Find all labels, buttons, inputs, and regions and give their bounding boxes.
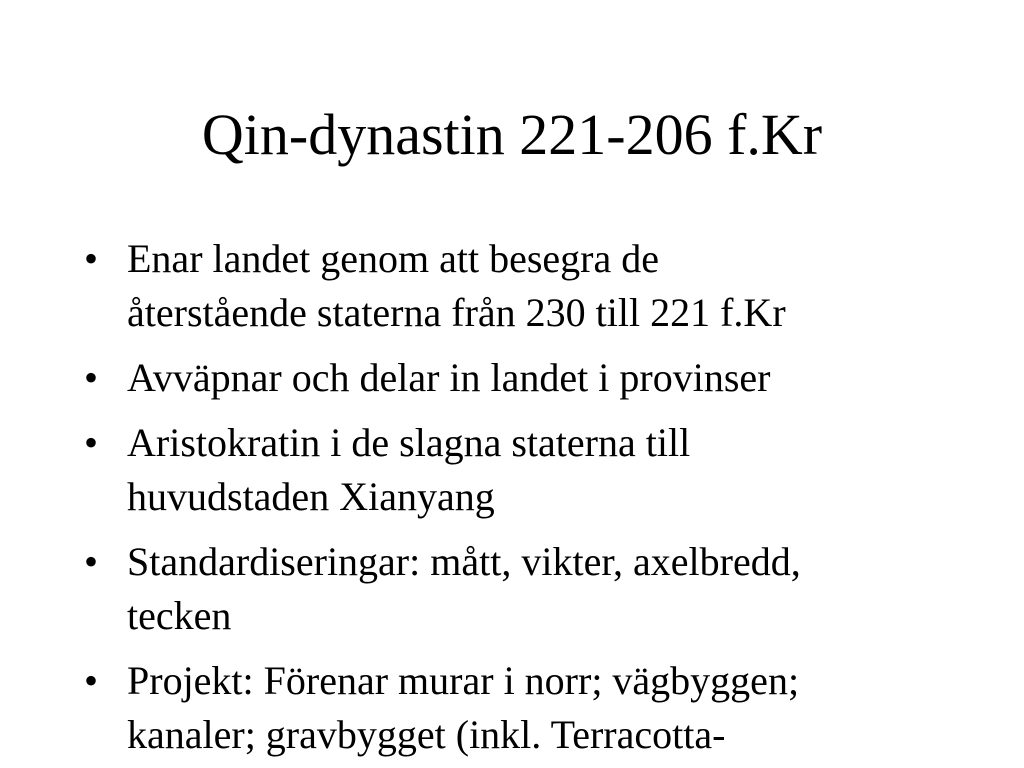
bullet-list [84, 232, 964, 768]
bullet-dot: • [84, 658, 99, 703]
bullet-line: Standardiseringar: mått, vikter, axelbredd, [127, 539, 801, 584]
bullet-item [84, 351, 964, 405]
bullet-item [84, 535, 964, 643]
bullet-item [84, 654, 964, 762]
bullet-line: kanaler; gravbygget (inkl. Terracotta- [127, 712, 726, 757]
bullet-line: Projekt: Förenar murar i norr; vägbyggen; [127, 658, 800, 703]
bullet-dot: • [84, 236, 99, 281]
bullet-line: Aristokratin i de slagna staterna till [127, 420, 691, 465]
bullet-line: tecken [127, 593, 232, 638]
bullet-line: Enar landet genom att besegra de [127, 236, 659, 281]
bullet-dot: • [84, 539, 99, 584]
bullet-line: återstående staterna från 230 till 221 f.Kr [127, 290, 786, 335]
bullet-line: Avväpnar och delar in landet i provinser [127, 355, 771, 400]
bullet-item [84, 232, 964, 340]
bullet-item [84, 416, 964, 524]
bullet-dot: • [84, 420, 99, 465]
bullet-dot: • [84, 355, 99, 400]
bullet-line: huvudstaden Xianyang [127, 474, 495, 519]
slide-title: Qin-dynastin 221-206 f.Kr [201, 102, 823, 167]
